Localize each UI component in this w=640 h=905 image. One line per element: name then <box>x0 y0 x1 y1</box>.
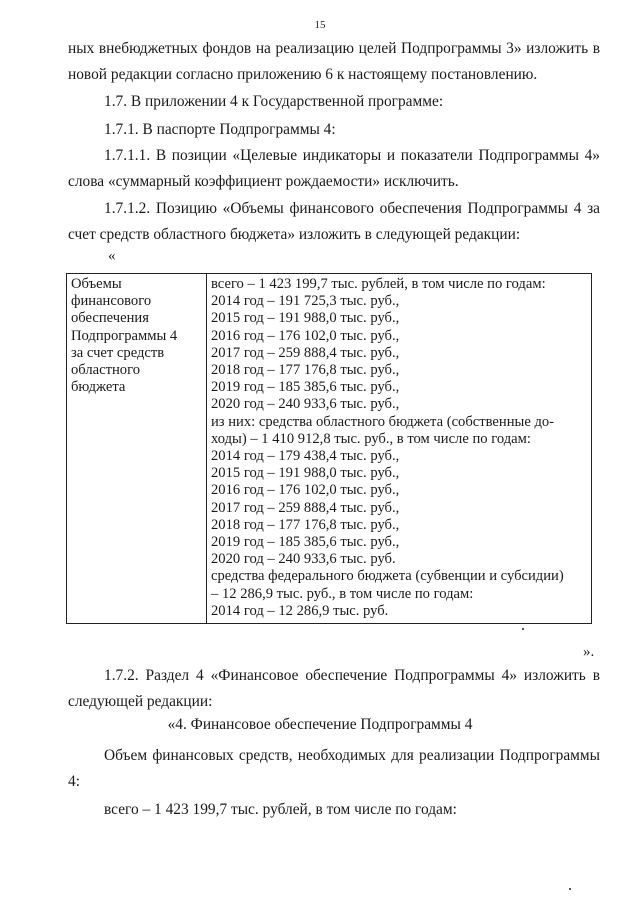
label-line: обеспечения <box>71 310 149 327</box>
paragraph-1-7-2: 1.7.2. Раздел 4 «Финансовое обеспечение Подпрограммы 4» изложить в следующей редакции: <box>68 667 600 710</box>
value-line: 2018 год – 177 176,8 тыс. руб., <box>211 516 400 533</box>
table-row <box>67 274 592 624</box>
label-line: Подпрограммы 4 <box>71 327 178 344</box>
label-line: Объемы <box>71 276 122 292</box>
value-line: 2019 год – 185 385,6 тыс. руб., <box>211 379 400 396</box>
value-line: 2017 год – 259 888,4 тыс. руб., <box>211 344 400 361</box>
value-line: 2014 год – 179 438,4 тыс. руб., <box>211 448 400 465</box>
value-line: 2017 год – 259 888,4 тыс. руб., <box>211 499 400 516</box>
value-line: 2016 год – 176 102,0 тыс. руб., <box>211 482 400 499</box>
value-line: 2018 год – 177 176,8 тыс. руб., <box>211 362 400 379</box>
value-line: 2014 год – 191 725,3 тыс. руб., <box>211 293 400 310</box>
value-line: всего – 1 423 199,7 тыс. рублей, в том числе по годам: <box>211 276 546 292</box>
value-line: 2020 год – 240 933,6 тыс. руб. <box>211 551 396 568</box>
value-line: средства федерального бюджета (субвенции и субсидии) <box>211 568 564 585</box>
quote-open-mark: « <box>108 248 116 264</box>
paragraph-volume: Объем финансовых средств, необходимых для реализации Подпрограммы 4: <box>68 747 600 790</box>
value-line: из них: средства областного бюджета (собственные до- <box>211 413 555 430</box>
value-line: 2014 год – 12 286,9 тыс. руб. <box>211 602 389 619</box>
value-line: 2019 год – 185 385,6 тыс. руб., <box>211 534 400 551</box>
paragraph-1-7: 1.7. В приложении 4 к Государственной программе: <box>104 93 444 110</box>
scan-speck <box>569 888 571 890</box>
table-value-cell <box>207 274 592 624</box>
label-line: бюджета <box>71 379 126 396</box>
section-title: «4. Финансовое обеспечение Подпрограммы 4 <box>167 716 473 733</box>
passport-table <box>66 273 592 624</box>
value-line: 2020 год – 240 933,6 тыс. руб., <box>211 396 400 413</box>
label-line: областного <box>71 362 140 379</box>
value-line: 2016 год – 176 102,0 тыс. руб., <box>211 327 400 344</box>
value-line: 2015 год – 191 988,0 тыс. руб., <box>211 310 400 327</box>
paragraph-1-7-1: 1.7.1. В паспорте Подпрограммы 4: <box>104 121 336 138</box>
paragraph-1-7-1-1: 1.7.1.1. В позиции «Целевые индикаторы и показатели Подпрограммы 4» слова «суммарный коэффициент рождаемости» исключить. <box>68 147 600 190</box>
table-label-cell <box>67 274 207 624</box>
page-number: 15 <box>314 19 326 31</box>
value-line: – 12 286,9 тыс. руб., в том числе по годам: <box>211 585 474 602</box>
value-line: 2015 год – 191 988,0 тыс. руб., <box>211 465 400 482</box>
quote-close-mark: ». <box>583 644 595 660</box>
label-line: финансового <box>71 293 152 310</box>
label-line: за счет средств <box>71 344 165 361</box>
paragraph-continuation: ных внебюджетных фондов на реализацию целей Подпрограммы 3» изложить в новой редакции согласно приложению 6 к настоящему постановлению. <box>68 40 600 83</box>
paragraph-total: всего – 1 423 199,7 тыс. рублей, в том числе по годам: <box>104 801 457 818</box>
paragraph-1-7-1-2: 1.7.1.2. Позицию «Объемы финансового обеспечения Подпрограммы 4 за счет средств областного бюджета» изложить в следующей редакции: <box>68 200 600 243</box>
value-line: ходы) – 1 410 912,8 тыс. руб., в том числе по годам: <box>211 430 531 447</box>
scan-speck <box>522 628 524 630</box>
